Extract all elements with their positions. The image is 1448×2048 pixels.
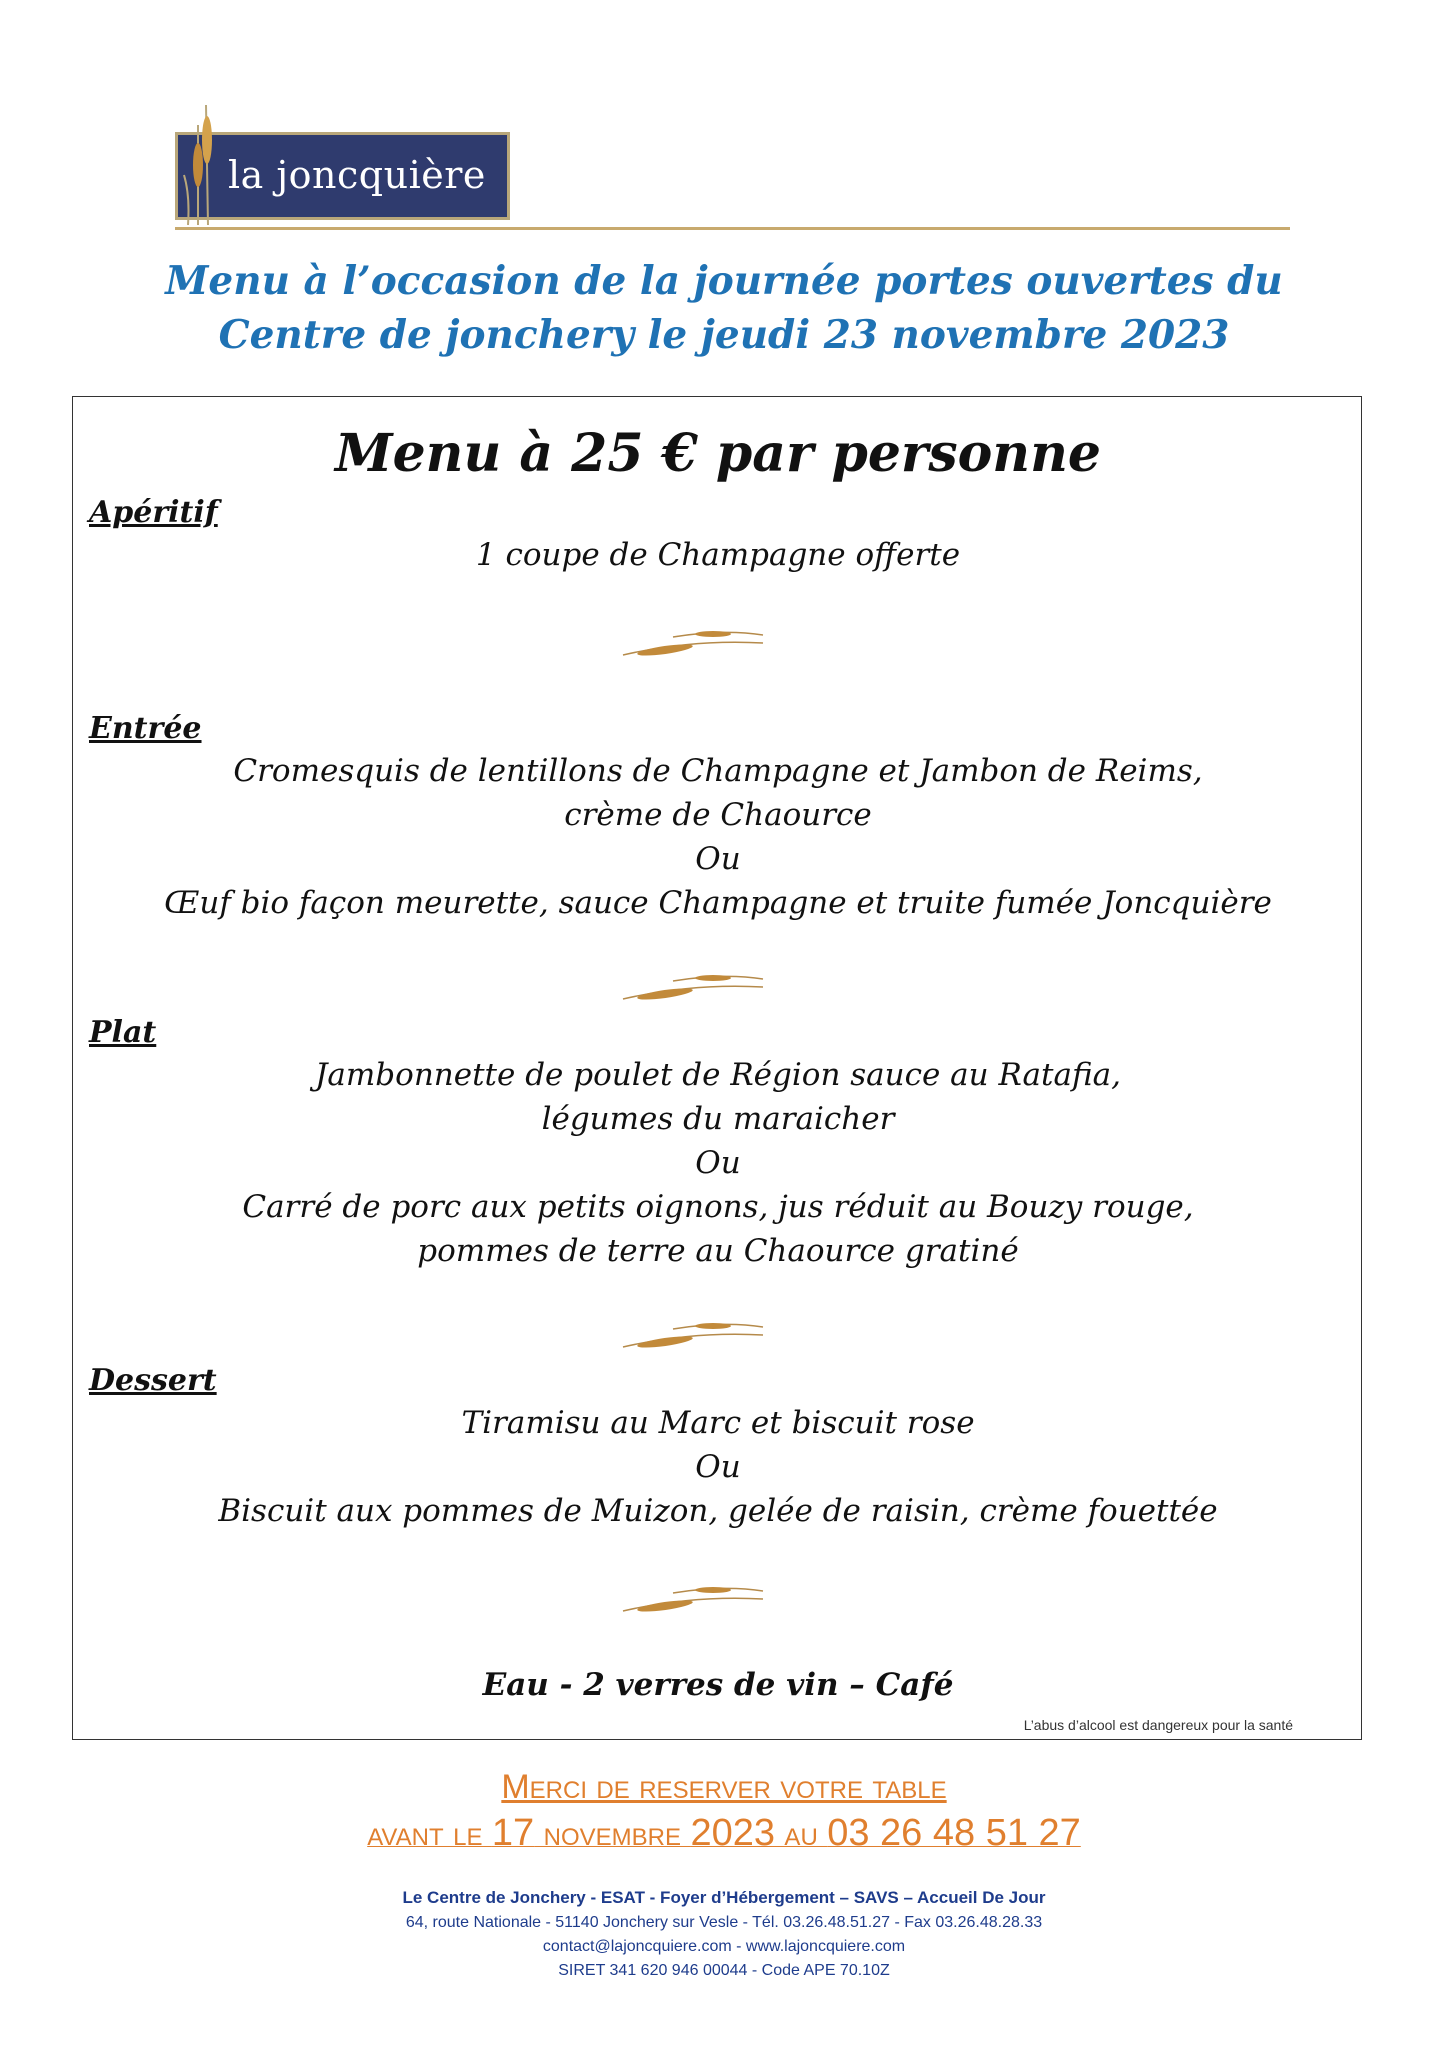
plat-line: légumes du maraicher (541, 1101, 895, 1137)
reservation-line-2 (0, 1812, 1448, 1855)
logo-text: la joncquière (228, 153, 486, 197)
reed-divider-icon (613, 969, 773, 1009)
footer-contact[interactable]: contact@lajoncquiere.com - www.lajoncquiere.com (542, 1938, 906, 1955)
header-divider (175, 227, 1290, 230)
plat-line: Carré de porc aux petits oignons, jus réduit au Bouzy rouge, (242, 1189, 1194, 1225)
drinks-line: Eau - 2 verres de vin – Café (482, 1667, 954, 1703)
dessert-line: Tiramisu au Marc et biscuit rose (461, 1405, 975, 1441)
section-label-aperitif: Apéritif (89, 495, 218, 530)
aperitif-line: 1 coupe de Champagne offerte (475, 537, 961, 573)
logo (175, 132, 510, 220)
reed-divider-icon (613, 1317, 773, 1357)
section-label-entree: Entrée (89, 711, 202, 746)
entree-line: Ou (695, 841, 741, 877)
footer-siret: SIRET 341 620 946 00044 - Code APE 70.10Z (558, 1962, 890, 1979)
reservation-au: au (774, 1815, 828, 1853)
section-label-dessert: Dessert (89, 1363, 217, 1398)
reed-divider-icon (613, 625, 773, 665)
menu-box (72, 396, 1362, 1740)
footer-address: 64, route Nationale - 51140 Jonchery sur Vesle - Tél. 03.26.48.51.27 - Fax 03.26.48.28.33 (405, 1914, 1043, 1931)
reed-divider-icon (613, 1581, 773, 1621)
dessert-line: Biscuit aux pommes de Muizon, gelée de raisin, crème fouettée (218, 1493, 1218, 1529)
reservation-phone: 03 26 48 51 27 (827, 1812, 1081, 1854)
entree-line: Œuf bio façon meurette, sauce Champagne et truite fumée Joncquière (164, 885, 1272, 921)
reservation-line-1: Merci de reserver votre table (501, 1768, 947, 1806)
headline-line-1: Menu à l’occasion de la journée portes ouvertes du (165, 258, 1283, 304)
footer-organization: Le Centre de Jonchery - ESAT - Foyer d’Hébergement – SAVS – Accueil De Jour (402, 1888, 1046, 1907)
plat-line: Ou (695, 1145, 741, 1181)
reservation-month: novembre (534, 1815, 691, 1853)
section-label-plat: Plat (89, 1015, 157, 1050)
alcohol-warning: L’abus d’alcool est dangereux pour la santé (1023, 1717, 1293, 1733)
plat-line: Jambonnette de poulet de Région sauce au Ratafia, (315, 1057, 1121, 1093)
reed-logo-icon (176, 85, 236, 225)
dessert-line: Ou (695, 1449, 741, 1485)
reservation-prefix: avant le (367, 1815, 492, 1853)
plat-line: pommes de terre au Chaource gratiné (417, 1233, 1019, 1269)
entree-line: crème de Chaource (564, 797, 872, 833)
reservation-year: 2023 (690, 1812, 775, 1854)
entree-line: Cromesquis de lentillons de Champagne et Jambon de Reims, (233, 753, 1203, 789)
menu-title: Menu à 25 € par personne (335, 423, 1101, 484)
reservation-day: 17 (491, 1812, 535, 1854)
headline-line-2: Centre de jonchery le jeudi 23 novembre 2023 (218, 312, 1230, 358)
